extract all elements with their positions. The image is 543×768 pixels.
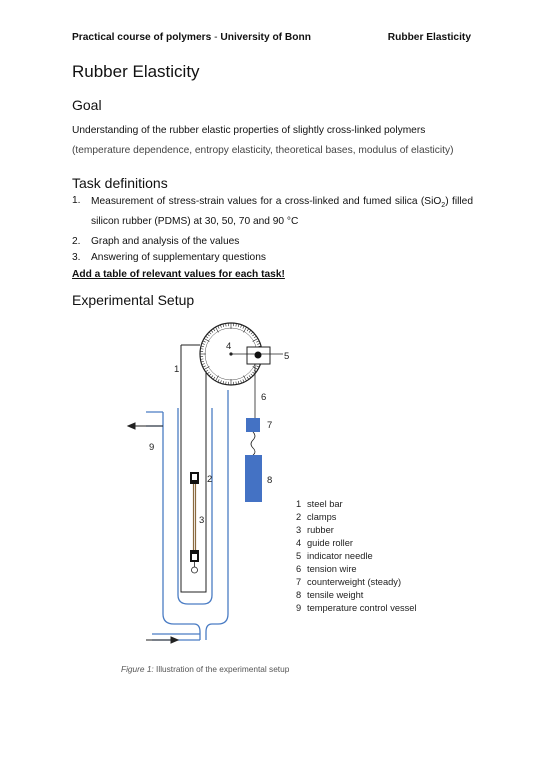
goal-heading: Goal (72, 97, 102, 113)
page-title: Rubber Elasticity (72, 62, 200, 81)
header-left: Practical course of polymers - University of Bonn (72, 32, 311, 43)
counterweight (246, 418, 260, 432)
tasks-heading: Task definitions (72, 175, 168, 191)
goal-line-2: (temperature dependence, entropy elasticity, theoretical bases, modulus of elasticity) (72, 145, 454, 156)
figure-caption: Figure 1: Illustration of the experimental setup (121, 664, 290, 674)
label-3: 3 (199, 515, 205, 526)
rubber-sample (190, 472, 199, 573)
svg-text:4guide roller: 4 guide roller (296, 538, 353, 548)
label-1: 1 (174, 364, 180, 375)
label-4: 4 (226, 341, 232, 352)
svg-text:8tensile weight: 8 tensile weight (296, 590, 364, 600)
arrow-left-icon (128, 423, 135, 429)
svg-text:9temperature control vessel: 9 temperature control vessel (296, 603, 417, 613)
goal-line-1: Understanding of the rubber elastic properties of slightly cross-linked polymers (72, 125, 426, 136)
svg-text:5indicator needle: 5 indicator needle (296, 551, 373, 561)
label-9: 9 (149, 442, 155, 453)
label-5: 5 (284, 351, 290, 362)
arrow-right-icon (171, 637, 178, 643)
label-2: 2 (207, 474, 213, 485)
header-right: Rubber Elasticity (387, 32, 471, 43)
tensile-weight (245, 455, 262, 502)
svg-text:2clamps: 2 clamps (296, 512, 337, 522)
task-note: Add a table of relevant values for each task! (72, 269, 285, 280)
temperature-vessel (146, 390, 228, 640)
svg-text:3rubber: 3 rubber (296, 525, 334, 535)
legend (296, 499, 417, 613)
task-number: 1. (72, 195, 81, 206)
flow-arrows (128, 423, 178, 643)
svg-text:1steel bar: 1 steel bar (296, 499, 343, 509)
label-7: 7 (267, 420, 273, 431)
label-6: 6 (261, 392, 267, 403)
svg-text:7counterweight (steady): 7 counterweight (steady) (296, 577, 402, 587)
task-text: Answering of supplementary questions (91, 252, 266, 263)
label-8: 8 (267, 475, 273, 486)
task-text: Graph and analysis of the values (91, 236, 240, 247)
svg-text:6tension wire: 6 tension wire (296, 564, 357, 574)
spring-icon (251, 432, 255, 455)
task-text: Measurement of stress-strain values for a cross-linked and fumed silica (SiO$_2$) filled silicon rubber (PDMS) at 30, 50, 70 and 90 °C (91, 196, 473, 228)
task-number: 3. (72, 252, 81, 263)
task-number: 2. (72, 236, 81, 247)
setup-heading: Experimental Setup (72, 292, 195, 308)
